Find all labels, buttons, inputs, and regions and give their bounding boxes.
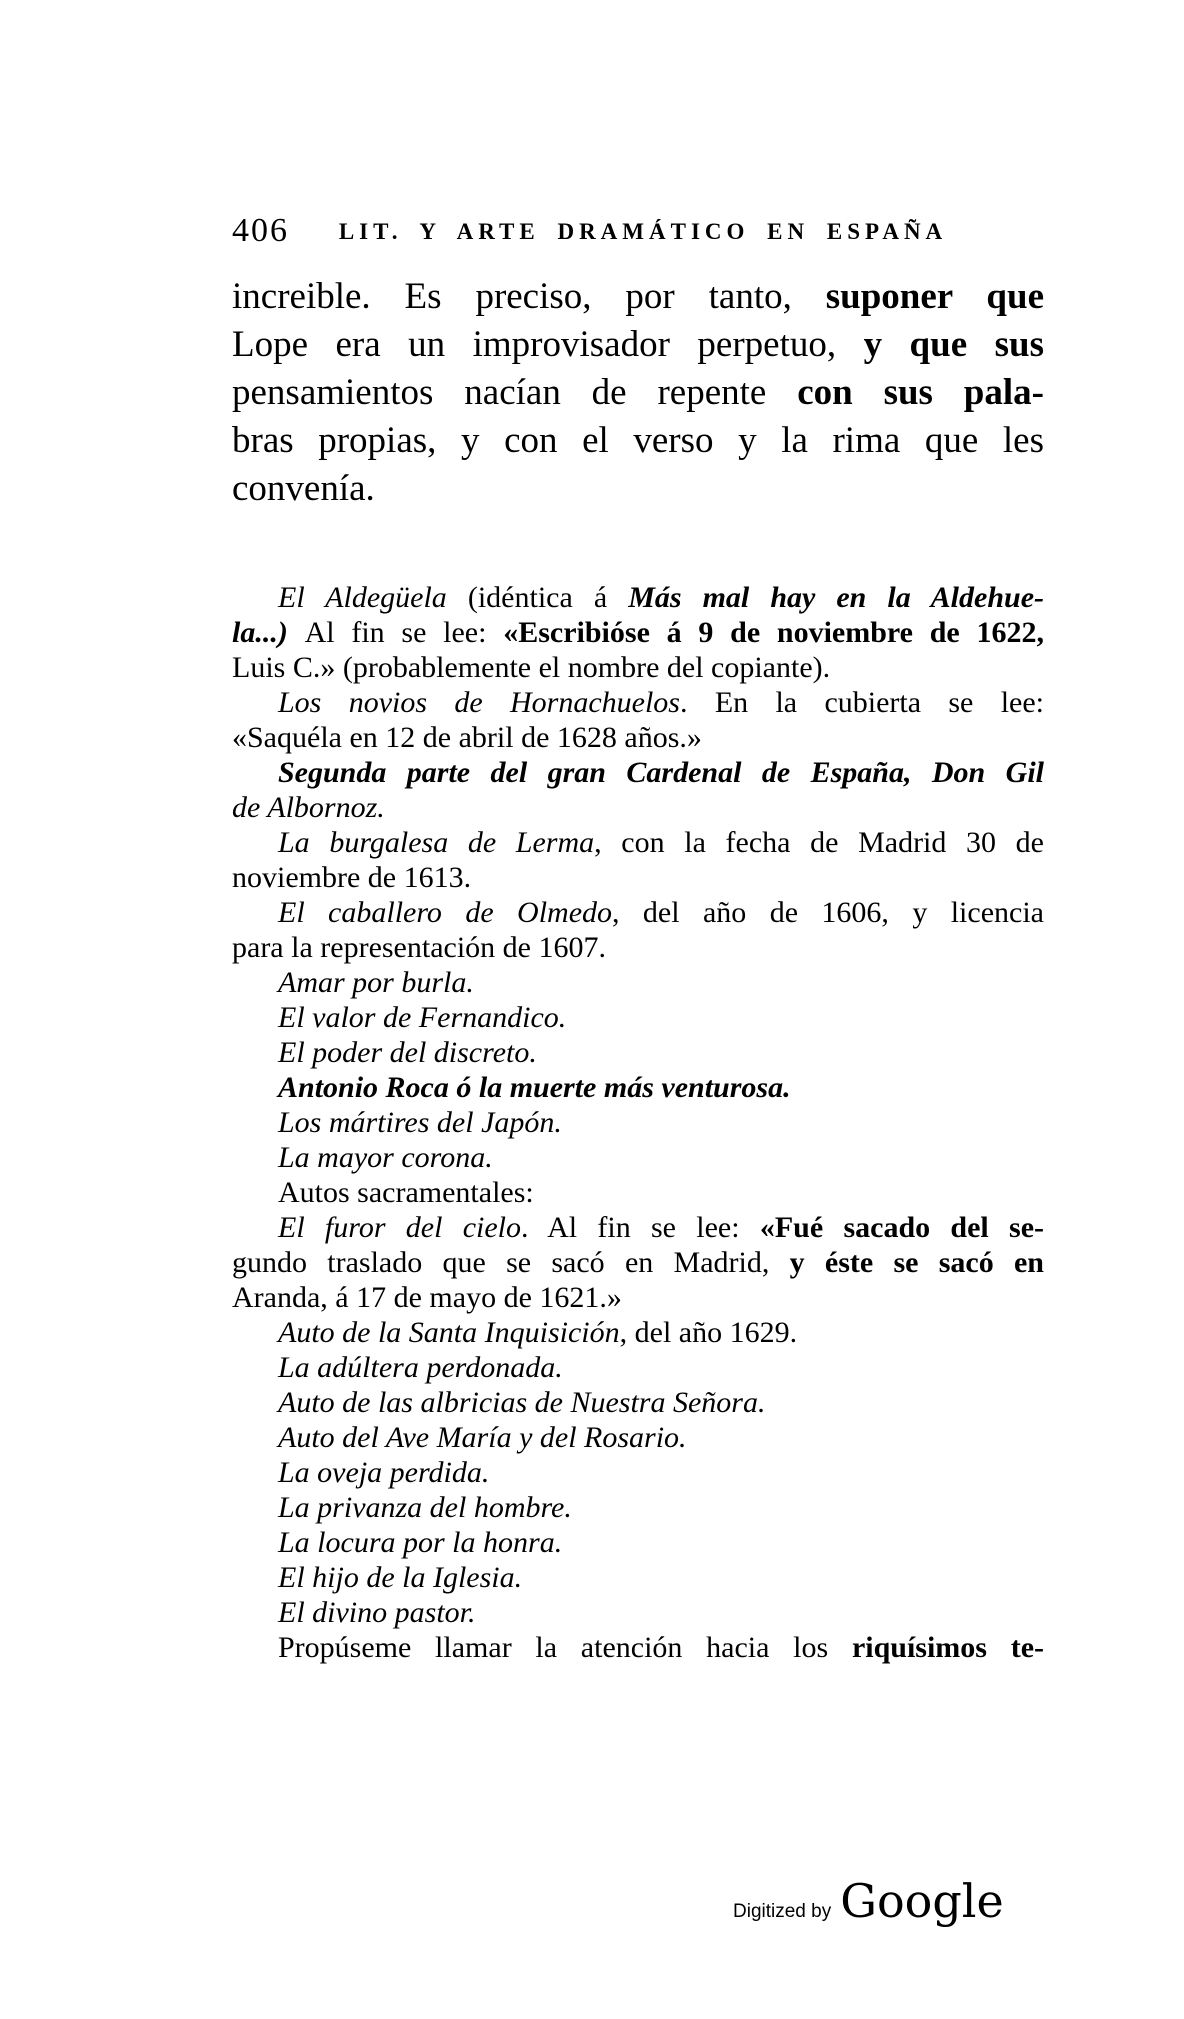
text-line	[232, 1385, 1044, 1420]
text-segment: , del año de 1606, y licencia	[612, 896, 1044, 929]
text-line	[232, 1035, 1044, 1070]
text-segment: increible. Es preciso, por tanto,	[232, 276, 826, 317]
header-title: LIT. Y ARTE DRAMÁTICO EN ESPAÑA	[338, 219, 948, 244]
text-segment: El Aldegüela	[278, 581, 468, 614]
page-number: 406	[232, 212, 289, 249]
text-segment: La adúltera perdonada.	[278, 1351, 563, 1384]
text-line	[232, 1070, 1044, 1105]
text-line	[232, 930, 1044, 965]
text-segment: «Escribióse á 9 de noviembre de 1622,	[503, 616, 1044, 649]
text-line	[232, 755, 1044, 790]
text-segment: Auto de la Santa Inquisición	[278, 1316, 620, 1349]
text-line	[232, 1175, 1044, 1210]
text-segment: Auto de las albricias de Nuestra Señora.	[278, 1386, 766, 1419]
entries-block	[232, 580, 1044, 1665]
text-segment: La locura por la honra.	[278, 1526, 563, 1559]
text-segment: y éste se sacó en	[789, 1246, 1044, 1279]
text-line	[232, 1525, 1044, 1560]
text-segment: Luis C.» (probablemente el nombre del copiante).	[232, 651, 831, 684]
text-segment: La mayor corona.	[278, 1141, 493, 1174]
text-segment: bras propias, y con el verso y la rima que les	[232, 420, 1044, 461]
text-line	[232, 321, 1044, 369]
text-line	[232, 1350, 1044, 1385]
text-segment: Segunda parte del gran Cardenal de España, Don Gil	[278, 756, 1044, 789]
text-segment: La oveja perdida.	[278, 1456, 490, 1489]
text-segment: riquísimos te-	[851, 1631, 1045, 1664]
text-segment: pensamientos nacían de repente	[232, 372, 798, 413]
text-segment: gundo traslado que se sacó en Madrid,	[232, 1246, 790, 1279]
text-segment: Antonio Roca ó la muerte más venturosa.	[278, 1071, 791, 1104]
text-segment: la...)	[232, 616, 305, 649]
text-segment: Aranda, á 17 de mayo de 1621.»	[232, 1281, 622, 1314]
paragraph-block	[232, 273, 1044, 513]
text-line	[232, 860, 1044, 895]
text-segment: con sus pala-	[797, 372, 1044, 413]
text-segment: «Fué sacado del se-	[759, 1211, 1044, 1244]
text-segment: (idéntica á	[467, 581, 629, 614]
text-segment: de Albornoz.	[232, 791, 385, 824]
text-segment: y que sus	[863, 324, 1044, 365]
text-segment: El valor de Fernandico.	[278, 1001, 567, 1034]
text-segment: El divino pastor.	[278, 1596, 476, 1629]
text-line	[232, 1000, 1044, 1035]
text-segment: La burgalesa de Lerma	[278, 826, 595, 859]
text-segment: , con la fecha de Madrid 30 de	[594, 826, 1044, 859]
watermark	[733, 1874, 1004, 1928]
text-segment: Amar por burla.	[278, 966, 474, 999]
text-segment: . Al fin se lee:	[521, 1211, 760, 1244]
text-line	[232, 615, 1044, 650]
text-line	[232, 965, 1044, 1000]
text-line	[232, 1595, 1044, 1630]
text-segment: El furor del cielo	[278, 1211, 522, 1244]
text-segment: . En la cubierta se lee:	[679, 686, 1045, 719]
text-segment: La privanza del hombre.	[278, 1491, 572, 1524]
text-line	[232, 790, 1044, 825]
text-line	[232, 273, 1044, 321]
text-segment: «Saquéla en 12 de abril de 1628 años.»	[232, 721, 702, 754]
text-line	[232, 580, 1044, 615]
text-line	[232, 685, 1044, 720]
text-segment: suponer que	[825, 276, 1045, 317]
text-line	[232, 1280, 1044, 1315]
text-segment: Al fin se lee:	[304, 616, 504, 649]
text-line	[232, 1420, 1044, 1455]
running-head	[232, 212, 1044, 252]
text-line	[232, 1245, 1044, 1280]
text-line	[232, 1140, 1044, 1175]
text-line	[232, 825, 1044, 860]
google-logo: Google	[840, 1874, 1004, 1928]
text-segment: para la representación de 1607.	[232, 931, 606, 964]
text-line	[232, 1210, 1044, 1245]
text-line	[232, 1455, 1044, 1490]
text-line	[232, 650, 1044, 685]
text-line	[232, 1315, 1044, 1350]
text-segment: Los mártires del Japón.	[278, 1106, 562, 1139]
text-segment: El caballero de Olmedo	[278, 896, 613, 929]
text-segment: Auto del Ave María y del Rosario.	[278, 1421, 687, 1454]
text-segment: Autos sacramentales:	[278, 1176, 534, 1209]
text-line	[232, 465, 1044, 513]
text-line	[232, 1490, 1044, 1525]
text-segment: convenía.	[232, 468, 375, 509]
text-line	[232, 1560, 1044, 1595]
digitized-by-label: Digitized by	[733, 1901, 832, 1922]
text-segment: noviembre de 1613.	[232, 861, 472, 894]
text-line	[232, 895, 1044, 930]
text-segment: Los novios de Hornachuelos	[278, 686, 680, 719]
text-line	[232, 720, 1044, 755]
text-line	[232, 1630, 1044, 1665]
text-line	[232, 417, 1044, 465]
text-line	[232, 1105, 1044, 1140]
text-segment: El poder del discreto.	[278, 1036, 537, 1069]
text-segment: El hijo de la Iglesia.	[278, 1561, 523, 1594]
text-segment: Lope era un improvisador perpetuo,	[232, 324, 864, 365]
text-line	[232, 369, 1044, 417]
text-segment: , del año 1629.	[619, 1316, 798, 1349]
text-segment: Más mal hay en la Aldehue-	[628, 581, 1045, 614]
text-segment: Propúseme llamar la atención hacia los	[278, 1631, 852, 1664]
